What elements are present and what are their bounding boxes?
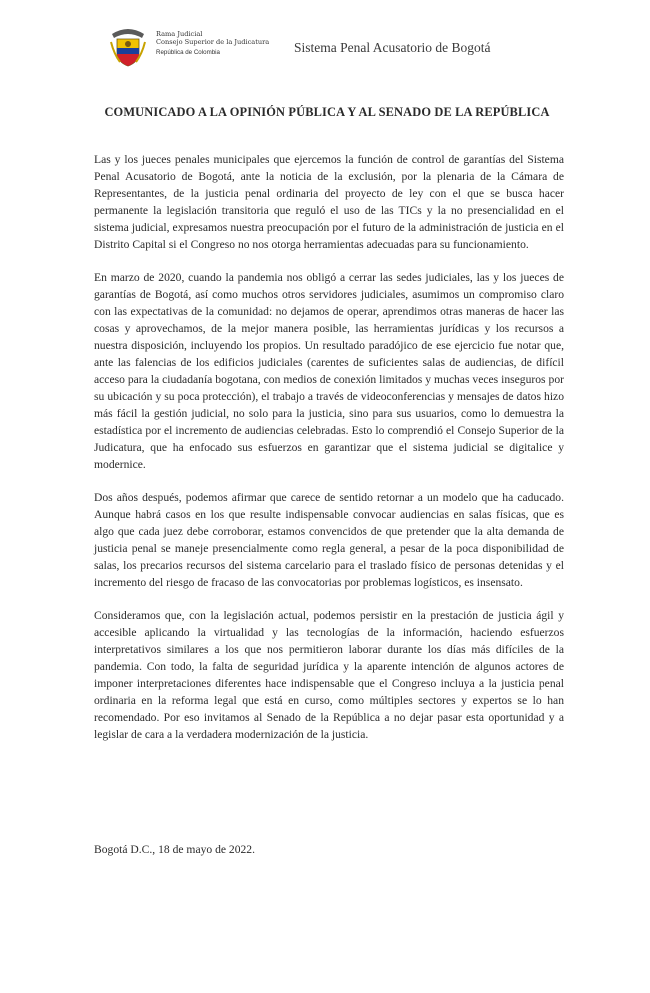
system-name: Sistema Penal Acusatorio de Bogotá bbox=[294, 40, 491, 55]
branch-name bbox=[156, 30, 269, 58]
place-date-signoff: Bogotá D.C., 18 de mayo de 2022. bbox=[94, 843, 256, 856]
branch-line-2: Consejo Superior de la Judicatura bbox=[156, 38, 270, 47]
coat-of-arms-icon bbox=[108, 26, 148, 70]
branch-line-3: República de Colombia bbox=[156, 49, 220, 57]
paragraph: Las y los jueces penales municipales que ejercemos la función de control de garantías del Sistema Penal Acusatorio de Bogotá, ante la noticia de la exclusión, por la plenaria de la Cámara de Representantes, de la justicia penal ordinaria del proyecto de ley con el que se busca hacer permanente la legislación transitoria que reguló el uso de las TICs y la no presencialidad en el sistema judicial, expresamos nuestra preocupación por el futuro de la administración de justicia en el Distrito Capital si el Congreso no nos otorga herramientas adecuadas para su funcionamiento. bbox=[94, 153, 564, 251]
paragraph: Consideramos que, con la legislación actual, podemos persistir en la prestación de justicia ágil y accesible aplicando la virtualidad y las tecnologías de la información, haciendo esfuerzos interpretativos similares a los que nos permitieron laborar durante los días más difíciles de la pandemia. Con todo, la falta de seguridad jurídica y la aparente intención de algunos actores de imponer interpretaciones diferentes hace indispensable que el Congreso incluya a la justicia penal ordinaria en la reforma legal que está en curso, como múltiples sectores y expertos se lo han recomendado. Por eso invitamos al Senado de la República a no dejar pasar esta oportunidad y a legislar de cara a la verdadera modernización de la justicia. bbox=[94, 609, 564, 741]
document-body bbox=[94, 151, 564, 759]
branch-line-1: Rama Judicial bbox=[156, 30, 203, 38]
paragraph: En marzo de 2020, cuando la pandemia nos obligó a cerrar las sedes judiciales, las y los jueces de garantías de Bogotá, así como muchos otros servidores judiciales, asumimos un compromiso claro con las expectativas de la comunidad: no dejamos de operar, aprendimos otras maneras de hacer las cosas y aprovechamos, de la mejor manera posible, las herramientas jurídicas y los recursos a nuestra disposición, incluyendo los propios. Un resultado paradójico de ese ejercicio fue notar que, ante las falencias de los edificios judiciales (carentes de suficientes salas de audiencias, de difícil acceso para la ciudadanía bogotana, con medios de conexión limitados y muchas veces inseguros por su ubicación y su poca protección), el trabajo a través de videoconferencias y mensajes de datos hizo más fácil la gestión judicial, no solo para la justicia, sino para sus usuarios, como lo demuestra la estadística por el incremento de audiencias celebradas. Esto lo comprendió el Consejo Superior de la Judicatura, que ha enfocado sus esfuerzos en garantizar que el sistema judicial se digitalice y modernice. bbox=[94, 271, 564, 471]
document-title: COMUNICADO A LA OPINIÓN PÚBLICA Y AL SENADO DE LA REPÚBLICA bbox=[104, 105, 550, 119]
paragraph: Dos años después, podemos afirmar que carece de sentido retornar a un modelo que ha caducado. Aunque habrá casos en los que resulte indispensable convocar audiencias en salas físicas, que es algo que cada juez debe corroborar, estamos convencidos de que pretender que la alta demanda de justicia penal se maneje presencialmente como regla general, a pesar de la poca disponibilidad de salas, los precarios recursos del sistema carcelario para el traslado físico de personas detenidas y el incremento del riesgo de fracaso de las convocatorias por problemas logísticos, es insensato. bbox=[94, 491, 564, 589]
letterhead bbox=[108, 26, 548, 76]
